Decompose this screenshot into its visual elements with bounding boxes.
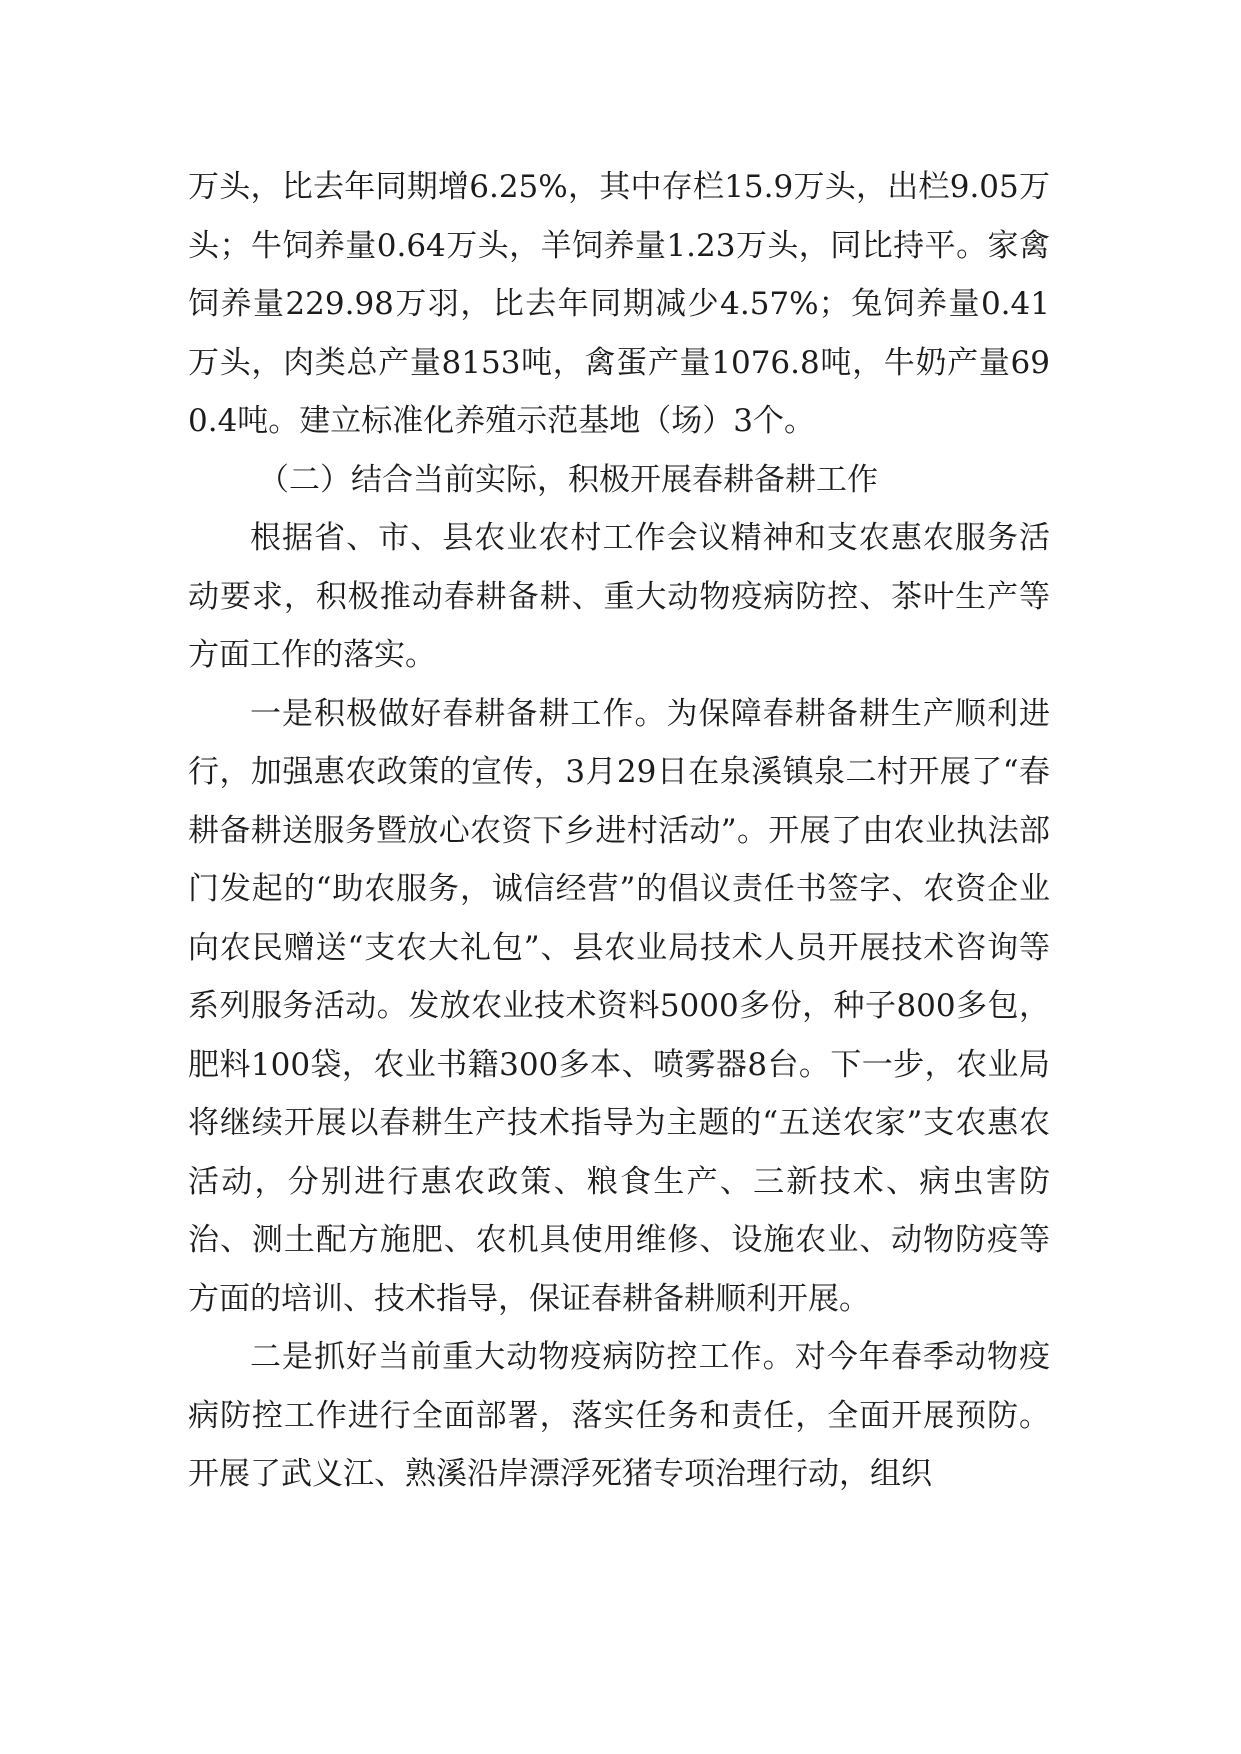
paragraph-spring-plowing-work: 一是积极做好春耕备耕工作。为保障春耕备耕生产顺利进行，加强惠农政策的宣传，3月29日在泉溪镇泉二村开展了“春耕备耕送服务暨放心农资下乡进村活动”。开展了由农业执法部门发起的“助农服务，诚信经营”的倡议责任书签字、农资企业向农民赠送“支农大礼包”、县农业局技术人员开展技术咨询等系列服务活动。发放农业技术资料5000多份，种子800多包，肥料100袋，农业书籍300多本、喷雾器8台。下一步，农业局将继续开展以春耕生产技术指导为主题的“五送农家”支农惠农活动，分别进行惠农政策、粮食生产、三新技术、病虫害防治、测土配方施肥、农机具使用维修、设施农业、动物防疫等方面的培训、技术指导，保证春耕备耕顺利开展。 (188, 695, 1050, 1317)
document-body (188, 158, 1050, 1504)
section-heading-spring-plowing: （二）结合当前实际，积极开展春耕备耕工作 (258, 461, 878, 498)
paragraph-livestock-statistics: 万头，比去年同期增6.25%，其中存栏15.9万头，出栏9.05万头；牛饲养量0.64万头，羊饲养量1.23万头，同比持平。家禽饲养量229.98万羽，比去年同期减少4.57%；兔饲养量0.41万头，肉类总产量8153吨，禽蛋产量1076.8吨，牛奶产量690.4吨。建立标准化养殖示范基地（场）3个。 (188, 169, 1050, 439)
paragraph-animal-disease-control: 二是抓好当前重大动物疫病防控工作。对今年春季动物疫病防控工作进行全面部署，落实任务和责任，全面开展预防。开展了武义江、熟溪沿岸漂浮死猪专项治理行动，组织 (188, 1339, 1050, 1492)
paragraph-work-overview: 根据省、市、县农业农村工作会议精神和支农惠农服务活动要求，积极推动春耕备耕、重大动物疫病防控、茶叶生产等方面工作的落实。 (188, 520, 1050, 673)
